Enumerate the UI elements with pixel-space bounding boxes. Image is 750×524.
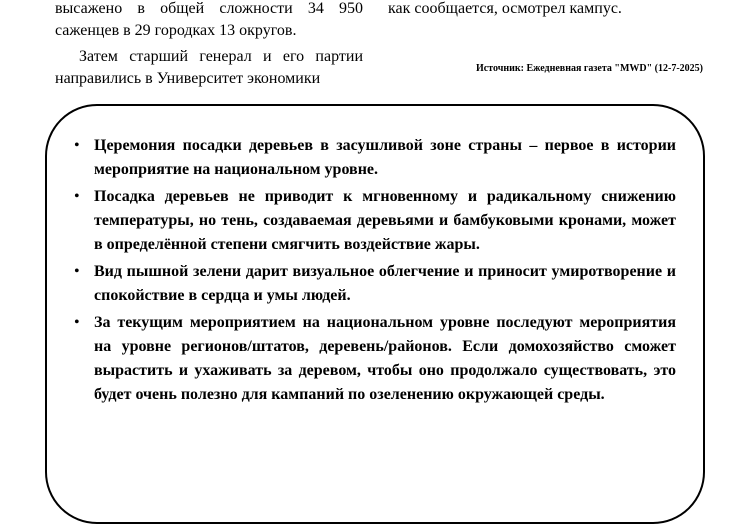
bullet-icon: • — [74, 137, 80, 154]
bullet-text: Вид пышной зелени дарит визуальное облегчение и приносит умиротворение и спокойствие в сердца и умы людей. — [94, 263, 676, 304]
bullet-icon: • — [74, 188, 80, 205]
list-item — [74, 134, 676, 182]
right-column-text: как сообщается, осмотрел кампус. — [388, 0, 622, 17]
bullet-icon: • — [74, 314, 80, 331]
list-item — [74, 260, 676, 308]
bullet-text: Посадка деревьев не приводит к мгновенному и радикальному снижению температуры, но тень, создаваемая деревьями и бамбуковыми кронами, может в определённой степени смягчить воздействие жары. — [94, 188, 676, 253]
list-item — [74, 185, 676, 257]
source-citation: Источник: Ежедневная газета "MWD" (12-7-2025) — [475, 63, 703, 74]
left-paragraph-1: высажено в общей сложности 34 950 саженцев в 29 городках 13 округов. — [55, 0, 363, 39]
left-paragraph-2: Затем старший генерал и его партии направились в Университет экономики — [55, 48, 363, 87]
left-column — [55, 0, 363, 90]
list-item — [74, 311, 676, 407]
bullet-text: За текущим мероприятием на национальном уровне последуют мероприятия на уровне регионов/штатов, деревень/районов. Если домохозяйство сможет вырастить и ухаживать за деревом, чтобы оно продолжало существовать, это будет очень полезно для кампаний по озеленению окружающей среды. — [94, 314, 676, 403]
bullet-icon: • — [74, 263, 80, 280]
summary-bullet-list — [74, 134, 676, 410]
bullet-text: Церемония посадки деревьев в засушливой зоне страны – первое в истории мероприятие на национальном уровне. — [94, 137, 676, 178]
